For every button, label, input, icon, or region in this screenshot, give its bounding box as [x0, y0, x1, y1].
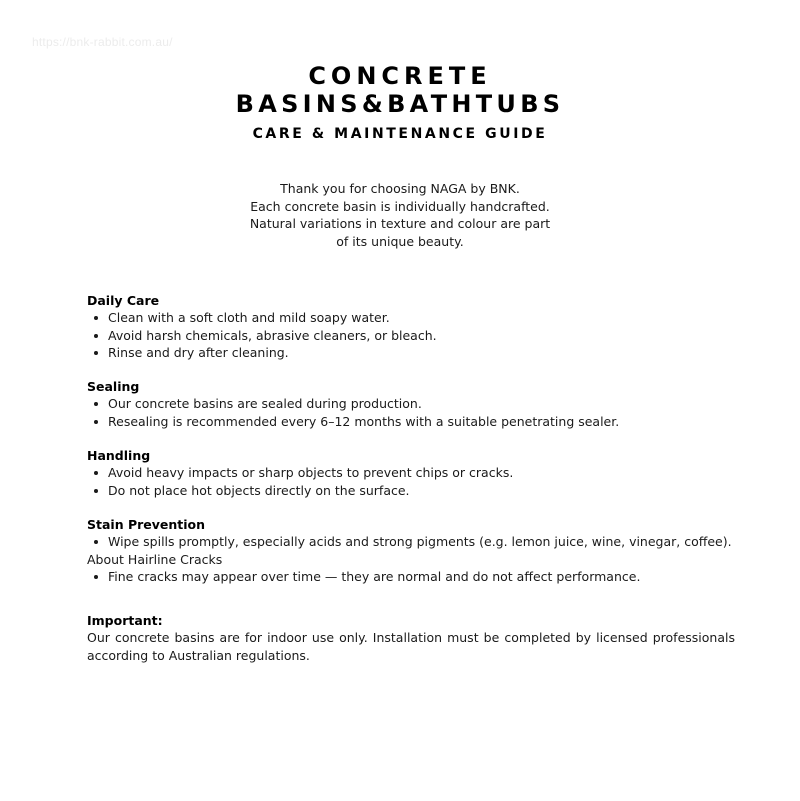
important-text: Our concrete basins are for indoor use only. Installation must be completed by licensed professionals according to Australian regulations.	[87, 630, 735, 663]
section-heading: Stain Prevention	[87, 516, 206, 532]
list-item: Avoid heavy impacts or sharp objects to prevent chips or cracks.	[87, 464, 735, 481]
list-item: Resealing is recommended every 6–12 months with a suitable penetrating sealer.	[87, 413, 735, 430]
list-item: Clean with a soft cloth and mild soapy water.	[87, 309, 735, 326]
section-handling	[87, 447, 735, 499]
title-line-2: BASINS&BATHTUBS	[235, 90, 565, 118]
bullet-list	[87, 464, 735, 499]
list-item: Do not place hot objects directly on the surface.	[87, 482, 735, 499]
intro-line: Thank you for choosing NAGA by BNK.	[280, 181, 520, 196]
list-item: Rinse and dry after cleaning.	[87, 344, 735, 361]
list-item: Wipe spills promptly, especially acids and strong pigments (e.g. lemon juice, wine, vinegar, coffee).	[87, 533, 735, 550]
watermark-url: https://bnk-rabbit.com.au/	[32, 35, 173, 49]
section-stain-prevention	[87, 516, 735, 585]
section-heading: Sealing	[87, 379, 140, 395]
title-line-1: CONCRETE	[308, 62, 492, 90]
section-heading: Daily Care	[87, 293, 160, 308]
hairline-cracks-label: About Hairline Cracks	[87, 551, 223, 567]
intro-line: Each concrete basin is individually handcrafted.	[250, 198, 550, 214]
section-heading: Handling	[87, 448, 151, 464]
section-important	[87, 612, 735, 664]
intro-line: Natural variations in texture and colour are part	[249, 216, 551, 231]
list-item: Fine cracks may appear over time — they are normal and do not affect performance.	[87, 568, 735, 585]
list-item: Avoid harsh chemicals, abrasive cleaners, or bleach.	[87, 327, 735, 344]
bullet-list	[87, 568, 735, 585]
page-subtitle: CARE & MAINTENANCE GUIDE	[252, 126, 548, 142]
bullet-list	[87, 395, 735, 430]
list-item: Our concrete basins are sealed during production.	[87, 395, 735, 412]
bullet-list	[87, 309, 735, 361]
bullet-list	[87, 533, 735, 550]
section-daily-care	[87, 292, 735, 361]
intro-paragraph	[0, 180, 800, 250]
important-heading: Important:	[87, 613, 163, 629]
intro-line: of its unique beauty.	[336, 233, 464, 249]
section-sealing	[87, 378, 735, 430]
care-guide-content	[87, 292, 735, 664]
